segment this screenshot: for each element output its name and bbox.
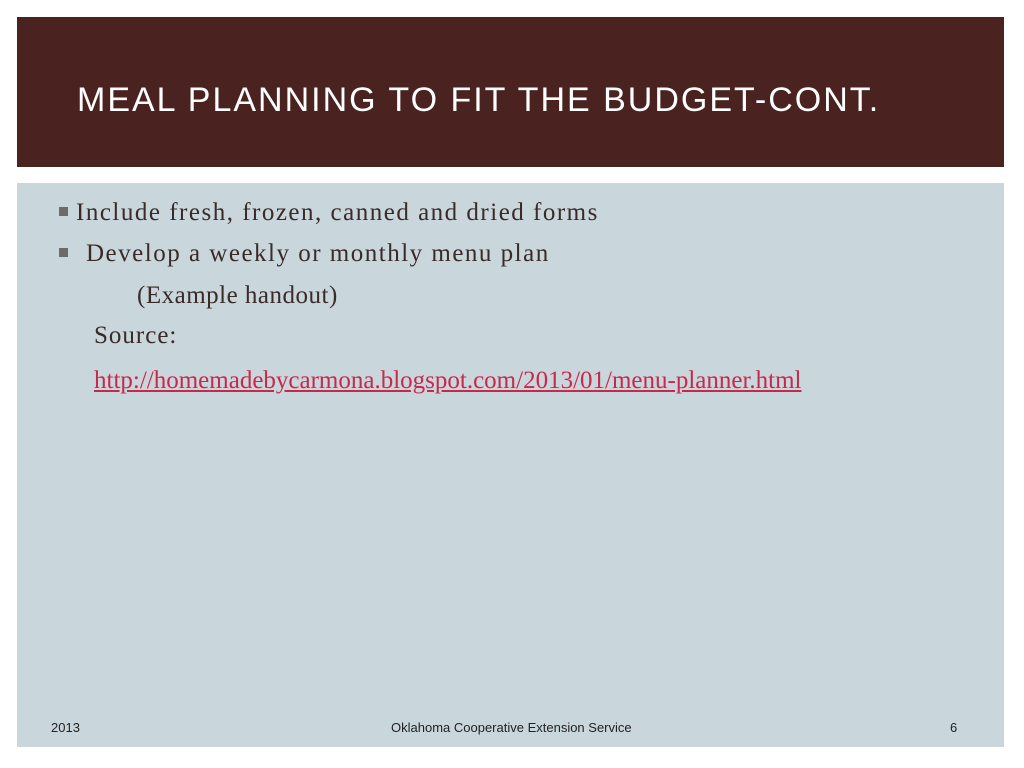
title-bar [17,17,1004,167]
footer-year: 2013 [51,720,80,735]
source-link[interactable]: http://homemadebycarmona.blogspot.com/2013/01/menu-planner.html [94,367,802,394]
bullet-item [59,199,599,227]
footer-organization: Oklahoma Cooperative Extension Service [391,720,632,735]
footer-page-number: 6 [950,720,958,735]
slide-title: MEAL PLANNING TO FIT THE BUDGET-CONT. [77,81,881,119]
content-panel [17,183,1004,747]
source-label: Source: [94,322,178,349]
square-bullet-icon [59,248,68,257]
bullet-text: Develop a weekly or monthly menu plan [86,240,550,267]
bullet-item [59,240,550,268]
square-bullet-icon [59,207,68,216]
bullet-text: Include fresh, frozen, canned and dried forms [76,199,599,226]
example-note: (Example handout) [137,282,338,309]
